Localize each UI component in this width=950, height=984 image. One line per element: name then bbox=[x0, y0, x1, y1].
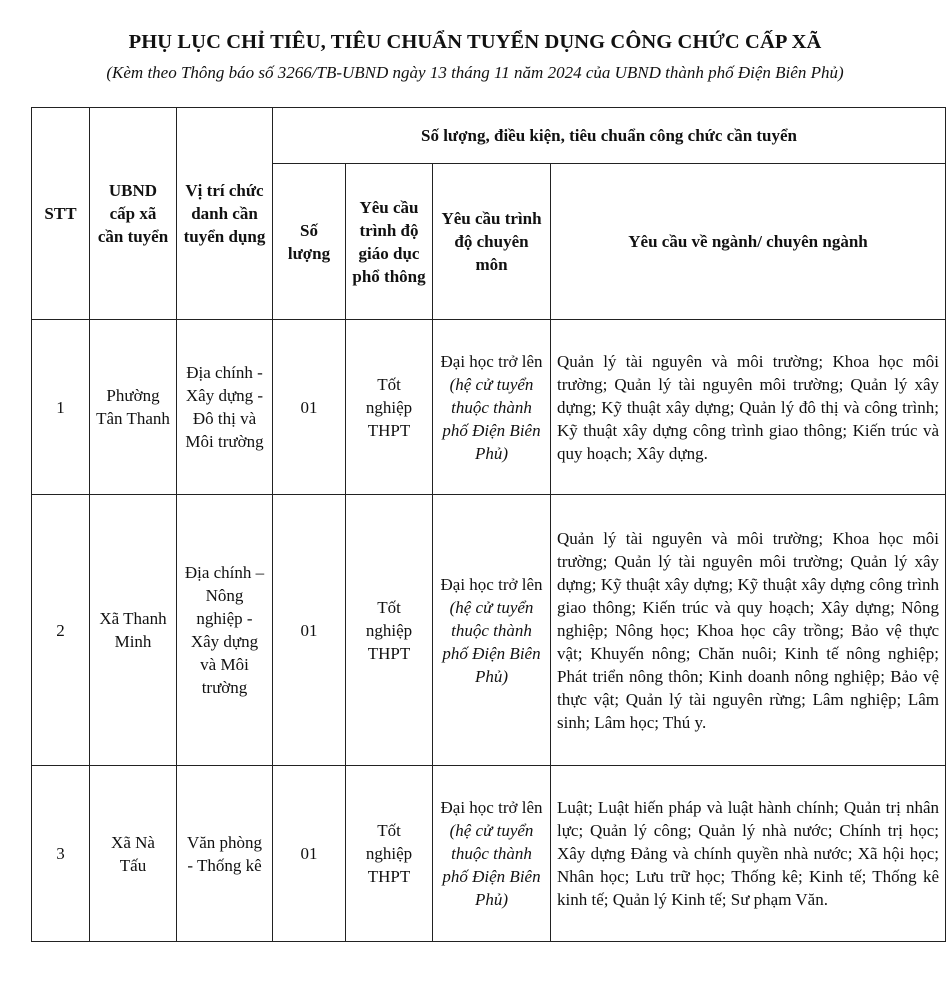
cell-giao-duc: Tốt nghiệp THPT bbox=[346, 766, 433, 942]
document-subtitle: (Kèm theo Thông báo số 3266/TB-UBND ngày 13 tháng 11 năm 2024 của UBND thành phố Điện Biên Phủ) bbox=[106, 63, 844, 82]
header-ubnd: UBND cấp xã cần tuyển bbox=[90, 108, 177, 320]
cell-chuyen-mon bbox=[433, 766, 551, 942]
header-nganh: Yêu cầu về ngành/ chuyên ngành bbox=[551, 164, 946, 320]
cell-stt: 3 bbox=[32, 766, 90, 942]
table-row bbox=[32, 766, 946, 942]
header-chuyen-mon: Yêu cầu trình độ chuyên môn bbox=[433, 164, 551, 320]
header-so-luong: Số lượng bbox=[273, 164, 346, 320]
cell-stt: 2 bbox=[32, 495, 90, 766]
cell-nganh: Quản lý tài nguyên và môi trường; Khoa học môi trường; Quản lý tài nguyên môi trường; Quản lý xây dựng; Kỹ thuật xây dựng; Kỹ thuật xây dựng công trình giao thông; Kiến trúc và quy hoạch; Xây dựng; Nông nghiệp; Nông học; Khoa học cây trồng; Bảo vệ thực vật; Khuyến nông; Chăn nuôi; Kinh tế nông nghiệp; Phát triển nông thôn; Kinh doanh nông nghiệp; Bảo vệ thực vật; Quản lý tài nguyên rừng; Lâm nghiệp; Lâm sinh; Lâm học; Thú y. bbox=[551, 495, 946, 766]
cell-so-luong: 01 bbox=[273, 766, 346, 942]
chuyen-mon-level: Đại học trở lên bbox=[440, 574, 543, 594]
chuyen-mon-note: (hệ cử tuyển thuộc thành phố Điện Biên Phủ) bbox=[442, 597, 541, 686]
chuyen-mon-note: (hệ cử tuyển thuộc thành phố Điện Biên Phủ) bbox=[442, 821, 541, 909]
cell-stt: 1 bbox=[32, 320, 90, 495]
recruitment-table bbox=[31, 107, 946, 942]
cell-nganh: Quản lý tài nguyên và môi trường; Khoa học môi trường; Quản lý tài nguyên môi trường; Quản lý xây dựng; Kỹ thuật xây dựng; Quản lý đô thị và công trình; Kỹ thuật xây dựng công trình giao thông; Kiến trúc và quy hoạch; Xây dựng. bbox=[551, 320, 946, 495]
table-row bbox=[32, 320, 946, 495]
chuyen-mon-note: (hệ cử tuyển thuộc thành phố Điện Biên Phủ) bbox=[442, 374, 541, 463]
chuyen-mon-level: Đại học trở lên bbox=[440, 798, 543, 817]
cell-ubnd: Xã Nà Tấu bbox=[90, 766, 177, 942]
chuyen-mon-level: Đại học trở lên bbox=[440, 351, 543, 371]
cell-vi-tri: Văn phòng - Thống kê bbox=[177, 766, 273, 942]
cell-giao-duc: Tốt nghiệp THPT bbox=[346, 320, 433, 495]
cell-so-luong: 01 bbox=[273, 495, 346, 766]
table-row bbox=[32, 495, 946, 766]
cell-ubnd: Phường Tân Thanh bbox=[90, 320, 177, 495]
cell-vi-tri: Địa chính - Xây dựng - Đô thị và Môi trường bbox=[177, 320, 273, 495]
header-group: Số lượng, điều kiện, tiêu chuẩn công chức cần tuyển bbox=[273, 108, 946, 164]
cell-chuyen-mon bbox=[433, 320, 551, 495]
cell-ubnd: Xã Thanh Minh bbox=[90, 495, 177, 766]
cell-so-luong: 01 bbox=[273, 320, 346, 495]
cell-nganh: Luật; Luật hiến pháp và luật hành chính; Quản trị nhân lực; Quản lý công; Quản lý nhà nước; Chính trị học; Xây dựng Đảng và chính quyền nhà nước; Xã hội học; Nhân học; Lưu trữ học; Thống kê; Kinh tế; Thống kê kinh tế; Quản lý Kinh tế; Sư phạm Văn. bbox=[551, 766, 946, 942]
cell-giao-duc: Tốt nghiệp THPT bbox=[346, 495, 433, 766]
header-stt: STT bbox=[32, 108, 90, 320]
cell-vi-tri: Địa chính – Nông nghiệp - Xây dựng và Môi trường bbox=[177, 495, 273, 766]
header-vi-tri: Vị trí chức danh cần tuyển dụng bbox=[177, 108, 273, 320]
document-title: PHỤ LỤC CHỈ TIÊU, TIÊU CHUẨN TUYỂN DỤNG CÔNG CHỨC CẤP XÃ bbox=[128, 31, 822, 53]
header-giao-duc: Yêu cầu trình độ giáo dục phổ thông bbox=[346, 164, 433, 320]
cell-chuyen-mon bbox=[433, 495, 551, 766]
